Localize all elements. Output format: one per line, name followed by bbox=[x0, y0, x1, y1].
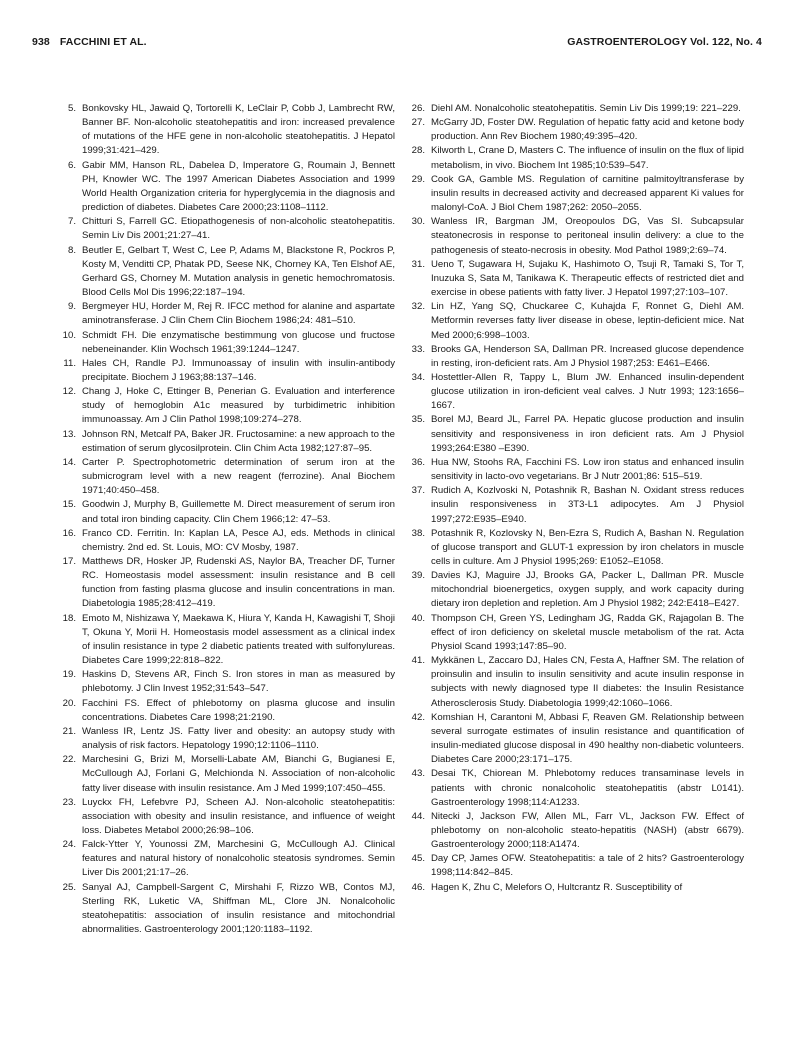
reference-item bbox=[60, 697, 395, 725]
reference-number: 28. bbox=[411, 145, 425, 157]
reference-text: Potashnik R, Kozlovsky N, Ben-Ezra S, Rudich A, Bashan N. Regulation of glucose transport and GLUT-1 expression by iron chelators in muscle cells in culture. Am J Physiol 1995;269: E1052–E1058. bbox=[431, 527, 744, 567]
reference-number: 44. bbox=[411, 810, 425, 822]
reference-text: Wanless IR, Bargman JM, Oreopoulos DG, Vas SI. Subcapsular steatonecrosis in response to peritoneal insulin delivery: a clue to the pathogenesis of steato-necrosis in obesity. Mod Pathol 1989;2:69–74. bbox=[431, 216, 744, 256]
reference-text: Luyckx FH, Lefebvre PJ, Scheen AJ. Non-alcoholic steatohepatitis: association with obesity and insulin resistance, and influence of weight loss. Diabetes Metabol 2000;26:98–106. bbox=[82, 796, 395, 836]
reference-text: Carter P. Spectrophotometric determination of serum iron at the submicrogram level with a new reagent (ferrozine). Anal Biochem 1971;40:450–458. bbox=[82, 456, 395, 497]
reference-number: 7. bbox=[67, 216, 76, 228]
reference-text: Haskins D, Stevens AR, Finch S. Iron stores in man as measured by phlebotomy. J Clin Invest 1952;31:543–547. bbox=[82, 669, 395, 695]
reference-number: 46. bbox=[411, 881, 425, 893]
reference-number: 39. bbox=[411, 570, 425, 582]
reference-item bbox=[60, 159, 395, 216]
reference-item bbox=[60, 300, 395, 328]
reference-text: Borel MJ, Beard JL, Farrel PA. Hepatic glucose production and insulin sensitivity and responsiveness in iron deficient rats. Am J Physiol 1993;264:E380 –E390. bbox=[431, 414, 744, 454]
reference-text: McGarry JD, Foster DW. Regulation of hepatic fatty acid and ketone body production. Ann Rev Biochem 1980;49:395–420. bbox=[431, 117, 744, 143]
reference-text: Hostettler-Allen R, Tappy L, Blum JW. Enhanced insulin-dependent glucose utilization in iron-deficient veal calves. J Nutr 1993; 123:1656–1667. bbox=[431, 371, 744, 412]
reference-item bbox=[409, 852, 744, 880]
reference-text: Wanless IR, Lentz JS. Fatty liver and obesity: an autopsy study with analysis of risk factors. Hepatology 1990;12:1106–1110. bbox=[82, 725, 395, 752]
reference-item bbox=[409, 116, 744, 144]
reference-item bbox=[60, 385, 395, 427]
reference-number: 27. bbox=[411, 117, 425, 129]
reference-item bbox=[409, 569, 744, 611]
reference-text: Cook GA, Gamble MS. Regulation of carnitine palmitoyltransferase by insulin results in decreased activity and decreased apparent Ki values for malonyl-CoA. J Biol Chem 1987;262: 2050–2055. bbox=[431, 173, 744, 214]
reference-item bbox=[60, 244, 395, 301]
reference-text: Brooks GA, Henderson SA, Dallman PR. Increased glucose dependence in resting, iron-deficient rats. Am J Physiol 1987;253: E461–E466. bbox=[431, 343, 744, 369]
reference-text: Marchesini G, Brizi M, Morselli-Labate AM, Bianchi G, Bugianesi E, McCullough AJ, Forlani G, Melchionda N. Association of non-alcoholic fatty liver disease with insulin resistance. Am J Med 1999;107:450–455. bbox=[82, 754, 395, 794]
reference-text: Emoto M, Nishizawa Y, Maekawa K, Hiura Y, Kanda H, Kawagishi T, Shoji T, Okuna Y, Morii H. Homeostasis model assessment as a clinical index of insulin resistance in type 2 diabetic patients treated with sulfonylureas. Diabetes Care 1999;22:818–822. bbox=[82, 612, 395, 667]
reference-text: Sanyal AJ, Campbell-Sargent C, Mirshahi F, Rizzo WB, Contos MJ, Sterling RK, Luketic VA, Shiffman ML, Clore JN. Nonalcoholic steatohepatitis: association of insulin resistance and mitochondrial abnormalities. Gastroenterology 2001;120:1183–1192. bbox=[82, 881, 395, 936]
reference-text: Rudich A, Kozlvoski N, Potashnik R, Bashan N. Oxidant stress reduces insulin responsiveness in 3T3-L1 adipocytes. Am J Physiol 1997;272:E935–E940. bbox=[431, 485, 744, 525]
reference-text: Thompson CH, Green YS, Ledingham JG, Radda GK, Rajagolan B. The effect of iron deficiency on skeletal muscle metabolism of the rat. Acta Physiol Scand 1993;147:85–90. bbox=[431, 612, 744, 652]
running-header bbox=[32, 36, 762, 48]
reference-text: Matthews DR, Hosker JP, Rudenski AS, Naylor BA, Treacher DF, Turner RC. Homeostasis model assessment: insulin resistance and B cell function from fasting plasma glucose and insulin concentrations in man. Diabetologia 1985;28:412–419. bbox=[82, 556, 395, 610]
reference-number: 25. bbox=[62, 881, 76, 893]
reference-text: Chang J, Hoke C, Ettinger B, Penerian G. Evaluation and interference study of hemoglobin A1c measured by turbidimetric inhibition immunoassay. Am J Clin Pathol 1998;109:274–278. bbox=[82, 386, 395, 426]
reference-number: 42. bbox=[411, 711, 425, 723]
reference-item bbox=[60, 527, 395, 555]
reference-text: Hagen K, Zhu C, Melefors O, Hultcrantz R. Susceptibility of bbox=[431, 881, 683, 893]
reference-text: Desai TK, Chiorean M. Phlebotomy reduces transaminase levels in patients with chronic nonalcoholic steatohepatitis (abstr L0141). Gastroenterology 1998;114:A1233. bbox=[431, 768, 744, 808]
reference-item bbox=[60, 753, 395, 795]
reference-item bbox=[60, 456, 395, 498]
reference-number: 45. bbox=[411, 853, 425, 865]
reference-text: Facchini FS. Effect of phlebotomy on plasma glucose and insulin concentrations. Diabetes Care 1998;21:2190. bbox=[82, 697, 395, 723]
running-authors: FACCHINI ET AL. bbox=[59, 36, 147, 48]
reference-item bbox=[409, 767, 744, 809]
reference-item bbox=[60, 215, 395, 243]
reference-number: 31. bbox=[411, 258, 425, 270]
reference-item bbox=[60, 612, 395, 669]
reference-item bbox=[60, 428, 395, 456]
reference-number: 16. bbox=[62, 527, 76, 539]
reference-number: 9. bbox=[67, 301, 76, 313]
reference-number: 15. bbox=[62, 499, 76, 511]
reference-item bbox=[409, 527, 744, 569]
reference-number: 18. bbox=[62, 612, 76, 624]
reference-number: 26. bbox=[411, 103, 425, 114]
reference-item bbox=[409, 456, 744, 484]
reference-item bbox=[60, 357, 395, 385]
reference-text: Gabir MM, Hanson RL, Dabelea D, Imperatore G, Roumain J, Bennett PH, Knowler WC. The 1997 American Diabetes Association and 1999 World Health Organization criteria for hyperglycemia in the diagnosis and prediction of diabetes. Diabetes Care 2000;23:1108–1112. bbox=[82, 159, 395, 214]
reference-item bbox=[409, 413, 744, 455]
reference-text: Komshian H, Carantoni M, Abbasi F, Reaven GM. Relationship between several surrogate estimates of insulin resistance and quantification of insulin-mediated glucose disposal in 490 healthy non-diabetic volunteers. Diabetes Care 2000;23:171–175. bbox=[431, 711, 744, 766]
reference-item bbox=[409, 654, 744, 711]
reference-item bbox=[409, 810, 744, 852]
reference-number: 19. bbox=[62, 669, 76, 681]
reference-text: Bergmeyer HU, Horder M, Rej R. IFCC method for alanine and aspartate aminotransferase. J Clin Chem Clin Biochem 1986;24: 481–510. bbox=[82, 301, 395, 327]
reference-text: Falck-Ytter Y, Younossi ZM, Marchesini G, McCullough AJ. Clinical features and natural history of nonalcoholic steatosis syndromes. Semin Liver Dis 2001;21:17–26. bbox=[82, 839, 395, 879]
reference-number: 11. bbox=[63, 357, 76, 369]
page-number: 938 bbox=[32, 36, 50, 48]
reference-number: 40. bbox=[411, 612, 425, 624]
reference-number: 43. bbox=[411, 768, 425, 780]
reference-item bbox=[60, 498, 395, 526]
reference-text: Hales CH, Randle PJ. Immunoassay of insulin with insulin-antibody precipitate. Biochem J 1963;88:137–146. bbox=[82, 357, 395, 383]
reference-text: Davies KJ, Maguire JJ, Brooks GA, Packer L, Dallman PR. Muscle mitochondrial bioenergetics, oxygen supply, and work capacity during dietary iron depletion and repletion. Am J Physiol 1982; 242:E418–E427. bbox=[431, 570, 744, 610]
reference-number: 36. bbox=[411, 456, 425, 468]
reference-item bbox=[409, 484, 744, 526]
reference-number: 10. bbox=[62, 329, 76, 341]
reference-item bbox=[409, 102, 744, 116]
reference-number: 23. bbox=[62, 796, 76, 808]
reference-text: Ueno T, Sugawara H, Sujaku K, Hashimoto O, Tsuji R, Tamaki S, Tor T, Inuzuka S, Sata M, Tanikawa K. Therapeutic effects of restricted diet and exercise in obese patients with fatty liver. J Hepatol 1997;27:103–107. bbox=[431, 258, 744, 299]
reference-item bbox=[60, 555, 395, 612]
reference-item bbox=[409, 215, 744, 257]
reference-item bbox=[409, 258, 744, 300]
header-left bbox=[32, 36, 147, 48]
reference-item bbox=[409, 881, 744, 895]
reference-item bbox=[60, 668, 395, 696]
reference-text: Day CP, James OFW. Steatohepatitis: a tale of 2 hits? Gastroenterology 1998;114:842–845. bbox=[431, 853, 744, 879]
reference-text: Johnson RN, Metcalf PA, Baker JR. Fructosamine: a new approach to the estimation of serum glycosilprotein. Clin Chim Acta 1982;127:87–95. bbox=[82, 428, 395, 454]
reference-text: Lin HZ, Yang SQ, Chuckaree C, Kuhajda F, Ronnet G, Diehl AM. Metformin reverses fatty liver disease in obese, leptin-deficient mice. Nat Med 2000;6:998–1003. bbox=[431, 301, 744, 341]
reference-text: Hua NW, Stoohs RA, Facchini FS. Low iron status and enhanced insulin sensitivity in lacto-ovo vegetarians. Br J Nutr 2001;86: 515–519. bbox=[431, 456, 744, 483]
journal-citation: GASTROENTEROLOGY Vol. 122, No. 4 bbox=[567, 36, 762, 48]
references-column-left bbox=[60, 102, 395, 937]
reference-item bbox=[409, 711, 744, 768]
reference-item bbox=[60, 838, 395, 880]
reference-item bbox=[409, 300, 744, 342]
reference-item bbox=[409, 343, 744, 371]
reference-text: Chitturi S, Farrell GC. Etiopathogenesis of non-alcoholic steatohepatitis. Semin Liv Dis 2001;21:27–41. bbox=[82, 216, 395, 242]
reference-number: 14. bbox=[62, 456, 76, 468]
reference-item bbox=[60, 881, 395, 938]
reference-item bbox=[60, 102, 395, 159]
reference-number: 24. bbox=[62, 839, 76, 851]
reference-item bbox=[409, 144, 744, 172]
reference-number: 41. bbox=[411, 655, 425, 667]
reference-number: 5. bbox=[67, 103, 76, 114]
reference-text: Mykkänen L, Zaccaro DJ, Hales CN, Festa A, Haffner SM. The relation of proinsulin and insulin to insulin sensitivity and acute insulin response in subjects with newly diagnosed type II diabetes: the Insulin Resistance Atherosclerosis Study. Diabetologia 1999;42:1060–1066. bbox=[431, 655, 744, 709]
reference-number: 30. bbox=[411, 216, 425, 228]
reference-text: Beutler E, Gelbart T, West C, Lee P, Adams M, Blackstone R, Pockros P, Kosty M, Venditti CP, Phatak PD, Seese NK, Chorney KA, Ten Elshof AE, Gerhard GS, Chorney M. Mutation analysis in genetic hemochromatosis. Blood Cells Mol Dis 1996;22:187–194. bbox=[82, 244, 395, 299]
reference-number: 8. bbox=[67, 244, 76, 256]
references-column-right bbox=[409, 102, 744, 895]
reference-text: Bonkovsky HL, Jawaid Q, Tortorelli K, LeClair P, Cobb J, Lambrecht RW, Banner BF. Non-alcoholic steatohepatitis and iron: increased prevalence of mutations of the HFE gene in non-alcoholic steatohepatitis. J Hepatol 1999;31:421–429. bbox=[82, 103, 395, 157]
reference-number: 12. bbox=[62, 386, 76, 398]
reference-text: Schmidt FH. Die enzymatische bestimmung von glucose und fructose nebeneinander. Klin Wochsch 1961;39:1244–1247. bbox=[82, 329, 395, 355]
reference-item bbox=[409, 612, 744, 654]
reference-number: 32. bbox=[411, 301, 425, 313]
reference-item bbox=[409, 173, 744, 215]
reference-text: Diehl AM. Nonalcoholic steatohepatitis. Semin Liv Dis 1999;19: 221–229. bbox=[431, 103, 741, 114]
reference-number: 38. bbox=[411, 527, 425, 539]
reference-number: 13. bbox=[62, 428, 76, 440]
reference-number: 35. bbox=[411, 414, 425, 426]
reference-number: 34. bbox=[411, 371, 425, 383]
reference-number: 21. bbox=[62, 725, 76, 737]
reference-number: 20. bbox=[62, 697, 76, 709]
reference-number: 37. bbox=[411, 485, 425, 497]
reference-item bbox=[60, 329, 395, 357]
reference-number: 17. bbox=[62, 556, 76, 567]
reference-number: 33. bbox=[411, 343, 425, 355]
reference-number: 29. bbox=[411, 173, 425, 185]
reference-item bbox=[60, 796, 395, 838]
reference-number: 6. bbox=[67, 159, 76, 171]
reference-item bbox=[60, 725, 395, 753]
reference-text: Franco CD. Ferritin. In: Kaplan LA, Pesce AJ, eds. Methods in clinical chemistry. 2nd ed. St. Louis, MO: CV Mosby, 1987. bbox=[82, 527, 395, 553]
reference-text: Goodwin J, Murphy B, Guillemette M. Direct measurement of serum iron and total iron binding capacity. Clin Chem 1966;12: 47–53. bbox=[82, 499, 395, 525]
reference-item bbox=[409, 371, 744, 413]
reference-text: Kilworth L, Crane D, Masters C. The influence of insulin on the flux of lipid metabolism, in vivo. Biochem Int 1985;10:539–547. bbox=[431, 145, 744, 171]
reference-text: Nitecki J, Jackson FW, Allen ML, Farr VL, Jackson FW. Effect of phlebotomy on non-alcoholic steato-hepatitis (NASH) (abstr 6679). Gastroenterology 2000;118:A1474. bbox=[431, 810, 744, 851]
reference-number: 22. bbox=[62, 754, 76, 766]
